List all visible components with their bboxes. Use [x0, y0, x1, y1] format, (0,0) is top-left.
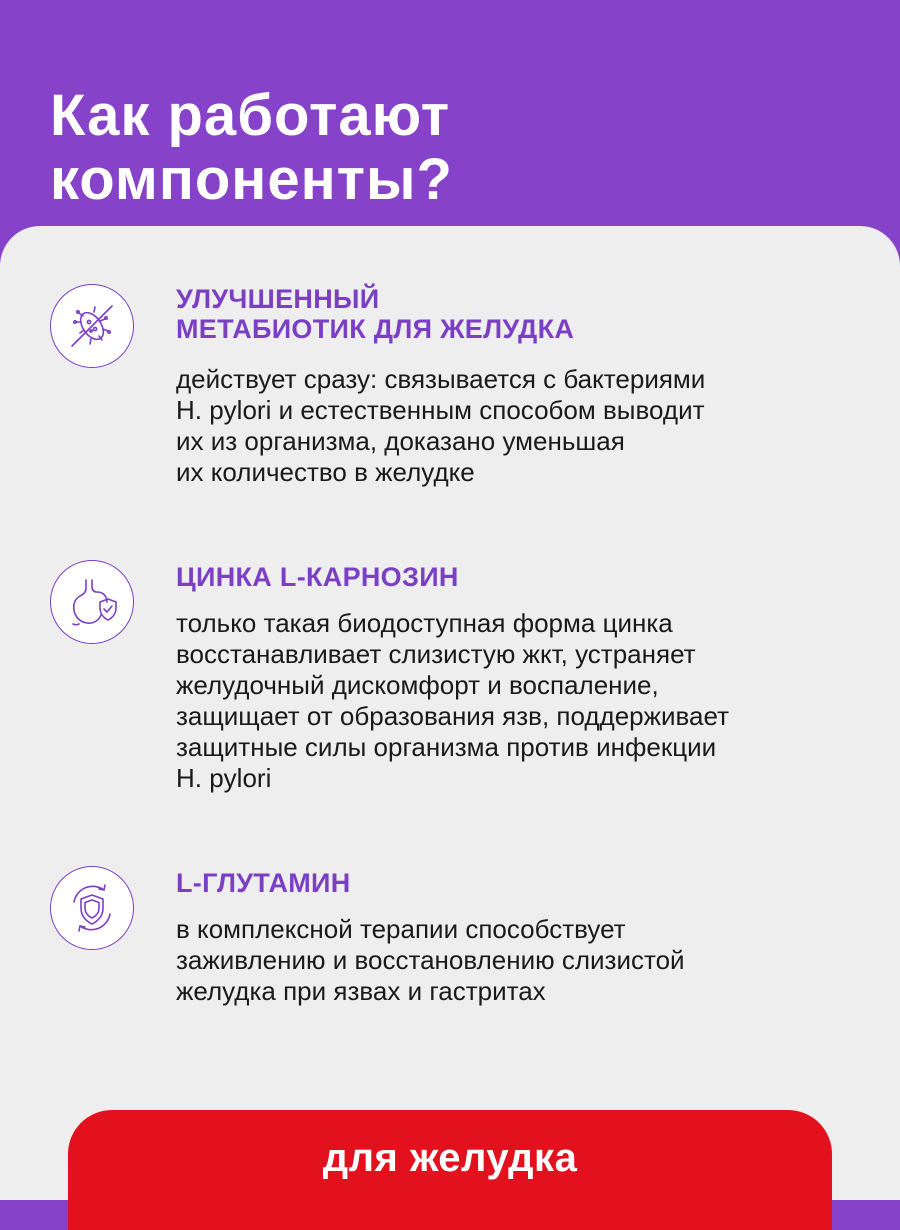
description-line: заживлению и восстановлению слизистой — [176, 945, 685, 975]
description-line: желудочный дискомфорт и воспаление, — [176, 670, 659, 700]
description-line: защищает от образования язв, поддерживает — [176, 701, 730, 731]
component-title — [176, 562, 459, 592]
component-description — [176, 608, 866, 794]
component-description — [176, 364, 866, 488]
description-line: действует сразу: связывается с бактериями — [176, 364, 706, 394]
description-line: защитные силы организма против инфекции — [176, 732, 717, 762]
component-title-line: УЛУЧШЕННЫЙ — [176, 284, 380, 314]
description-line: H. pylori — [176, 763, 272, 793]
content-panel — [0, 226, 900, 1200]
stomach-shield-icon — [50, 560, 134, 644]
component-title — [176, 284, 574, 344]
description-line: их количество в желудке — [176, 457, 475, 487]
bacteria-crossed-icon — [50, 284, 134, 368]
title-line: компоненты? — [50, 147, 453, 212]
for-stomach-banner — [68, 1110, 832, 1230]
description-line: желудка при язвах и гастритах — [176, 976, 546, 1006]
component-title-line: ЦИНКА L-КАРНОЗИН — [176, 562, 459, 592]
description-line: восстанавливает слизистую жкт, устраняет — [176, 639, 696, 669]
description-line: их из организма, доказано уменьшая — [176, 426, 625, 456]
component-title-line: L-ГЛУТАМИН — [176, 868, 351, 898]
description-line: H. pylori и естественным способом выводит — [176, 395, 705, 425]
description-line: только такая биодоступная форма цинка — [176, 608, 673, 638]
description-line: в комплексной терапии способствует — [176, 914, 626, 944]
component-description — [176, 914, 866, 1007]
banner-label: для желудка — [322, 1136, 578, 1180]
page-title — [50, 84, 830, 212]
title-line: Как работают — [50, 83, 451, 148]
component-title-line: МЕТАБИОТИК ДЛЯ ЖЕЛУДКА — [176, 314, 575, 344]
shield-refresh-icon — [50, 866, 134, 950]
component-title — [176, 868, 351, 898]
